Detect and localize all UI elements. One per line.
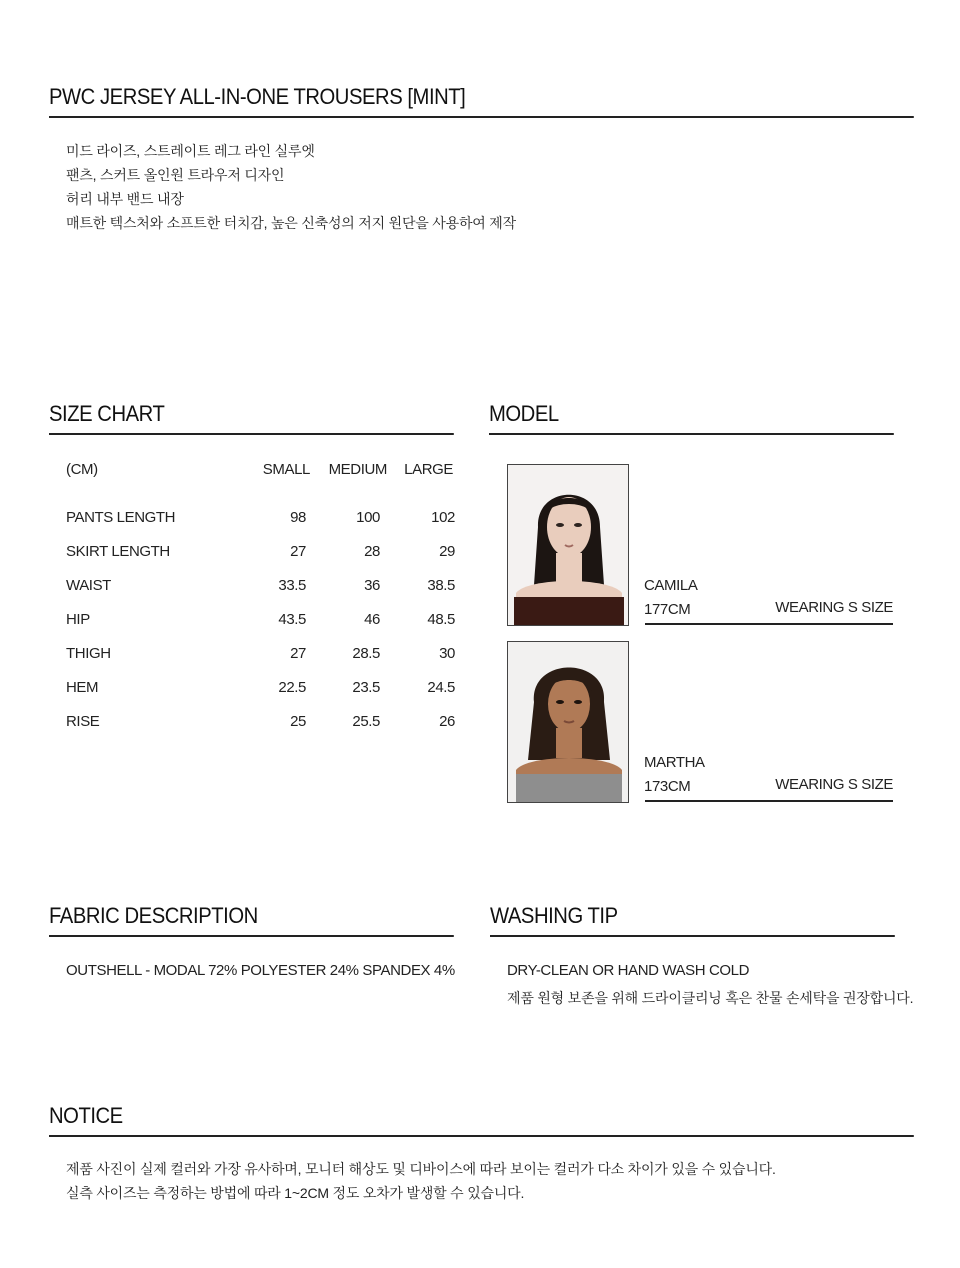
table-row xyxy=(66,608,466,642)
portrait-image xyxy=(508,465,629,626)
fabric-composition: OUTSHELL - MODAL 72% POLYESTER 24% SPANDEX 4% xyxy=(66,962,455,979)
cell-small: 43.5 xyxy=(278,611,306,628)
washing-instruction: DRY-CLEAN OR HAND WASH COLD xyxy=(507,962,750,979)
cell-small: 27 xyxy=(290,645,306,662)
model-divider xyxy=(645,800,893,802)
cell-medium: 23.5 xyxy=(352,679,380,696)
cell-large: 29 xyxy=(439,543,455,560)
table-row xyxy=(66,506,466,540)
cell-large: 26 xyxy=(439,713,455,730)
column-header: SMALL xyxy=(262,461,310,478)
row-label: PANTS LENGTH xyxy=(66,509,176,526)
model-name: MARTHA xyxy=(644,754,705,771)
portrait-image xyxy=(508,642,629,803)
cell-medium: 36 xyxy=(364,577,380,594)
cell-small: 25 xyxy=(290,713,306,730)
column-header: MEDIUM xyxy=(328,461,387,478)
cell-small: 27 xyxy=(290,543,306,560)
notice-line: 제품 사진이 실제 컬러와 가장 유사하며, 모니터 해상도 및 디바이스에 따라 보이는 컬러가 다소 차이가 있을 수 있습니다. xyxy=(66,1161,776,1177)
size-chart-header-row xyxy=(66,458,466,492)
notice-text xyxy=(66,1157,776,1205)
cell-small: 33.5 xyxy=(278,577,306,594)
cell-small: 98 xyxy=(290,509,306,526)
model-height: 177CM xyxy=(644,601,691,618)
cell-large: 38.5 xyxy=(427,577,455,594)
description-line: 미드 라이즈, 스트레이트 레그 라인 실루엣 xyxy=(66,143,315,159)
cell-large: 24.5 xyxy=(427,679,455,696)
model-name: CAMILA xyxy=(644,577,698,594)
cell-medium: 46 xyxy=(364,611,380,628)
notice-heading: NOTICE xyxy=(49,1103,914,1137)
washing-instruction-ko: 제품 원형 보존을 위해 드라이클리닝 혹은 찬물 손세탁을 권장합니다. xyxy=(507,990,914,1006)
product-description xyxy=(66,139,516,235)
description-line: 허리 내부 밴드 내장 xyxy=(66,191,184,207)
model-photo-camila xyxy=(507,464,629,626)
washing-heading: WASHING TIP xyxy=(490,903,895,937)
row-label: HIP xyxy=(66,611,90,628)
notice-line: 실측 사이즈는 측정하는 방법에 따라 1~2CM 정도 오차가 발생할 수 있습니다. xyxy=(66,1185,525,1201)
column-header: LARGE xyxy=(404,461,453,478)
model-divider xyxy=(645,623,893,625)
model-heading: MODEL xyxy=(489,401,894,435)
row-label: HEM xyxy=(66,679,99,696)
column-header: (CM) xyxy=(66,461,98,478)
cell-medium: 28 xyxy=(364,543,380,560)
size-chart-table xyxy=(66,458,466,744)
cell-large: 48.5 xyxy=(427,611,455,628)
product-title-text: PWC JERSEY ALL-IN-ONE TROUSERS [MINT] xyxy=(49,84,466,109)
cell-large: 102 xyxy=(431,509,455,526)
description-line: 팬츠, 스커트 올인원 트라우저 디자인 xyxy=(66,167,285,183)
table-row xyxy=(66,676,466,710)
model-wearing-size: WEARING S SIZE xyxy=(775,599,893,616)
product-title xyxy=(49,84,914,118)
table-row xyxy=(66,574,466,608)
fabric-heading: FABRIC DESCRIPTION xyxy=(49,903,454,937)
description-line: 매트한 텍스처와 소프트한 터치감, 높은 신축성의 저지 원단을 사용하여 제작 xyxy=(66,215,516,231)
row-label: WAIST xyxy=(66,577,111,594)
cell-medium: 100 xyxy=(356,509,380,526)
model-height: 173CM xyxy=(644,778,691,795)
size-chart-heading: SIZE CHART xyxy=(49,401,454,435)
cell-small: 22.5 xyxy=(278,679,306,696)
row-label: THIGH xyxy=(66,645,111,662)
model-photo-martha xyxy=(507,641,629,803)
row-label: RISE xyxy=(66,713,100,730)
row-label: SKIRT LENGTH xyxy=(66,543,170,560)
table-row xyxy=(66,642,466,676)
cell-large: 30 xyxy=(439,645,455,662)
table-row xyxy=(66,710,466,744)
cell-medium: 25.5 xyxy=(352,713,380,730)
table-row xyxy=(66,540,466,574)
cell-medium: 28.5 xyxy=(352,645,380,662)
model-wearing-size: WEARING S SIZE xyxy=(775,776,893,793)
